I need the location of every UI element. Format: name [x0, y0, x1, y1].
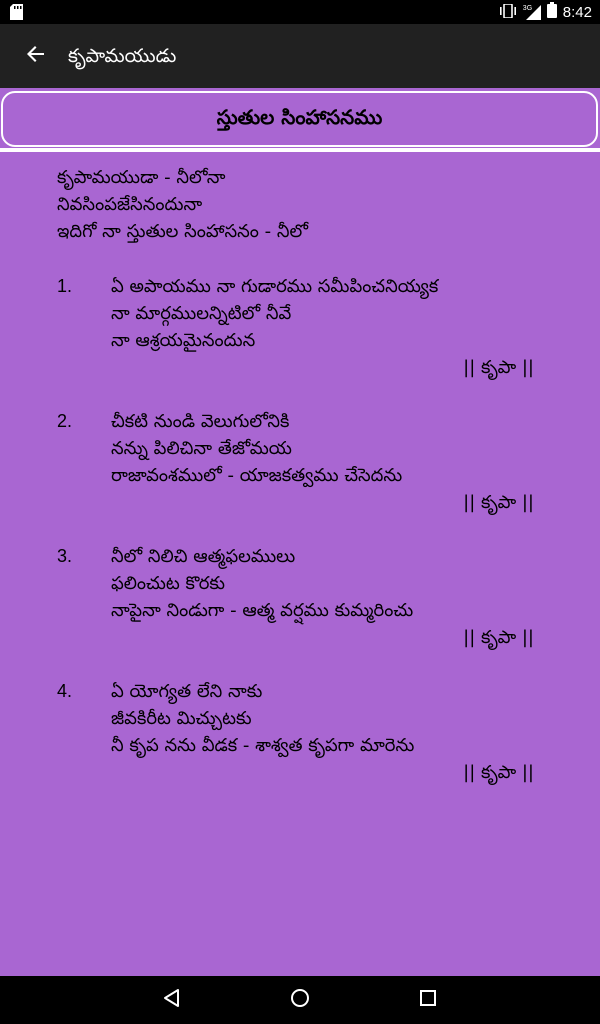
lyric-line: నీ కృప నను వీడక - శాశ్వత కృపగా మారెను [111, 735, 415, 756]
back-triangle-icon [162, 988, 182, 1012]
status-bar [0, 0, 600, 24]
intro-lyrics [57, 164, 308, 245]
refrain-marker: || కృపా || [463, 762, 534, 783]
arrow-back-icon [27, 45, 45, 67]
navigation-bar [0, 976, 600, 1024]
nav-home-button[interactable] [284, 984, 316, 1016]
lyric-line: నివసింపజేసినందునా [57, 194, 203, 215]
lyric-line: కృపామయుడా - నీలోనా [57, 167, 226, 188]
stanza-number: 3. [57, 546, 73, 566]
lyric-line: జీవకిరీట మిచ్చుటకు [111, 708, 252, 729]
lyric-line: నాపైనా నిండుగా - ఆత్మ వర్షము కుమ్మరించు [111, 600, 414, 621]
app-bar [0, 24, 600, 88]
lyric-line: ఏ అపాయము నా గుడారము సమీపించనియ్యక [111, 276, 439, 297]
signal-icon [523, 4, 541, 20]
nav-back-button[interactable] [156, 984, 188, 1016]
song-content [0, 88, 600, 976]
recents-square-icon [419, 989, 437, 1011]
clock: 8:42 [562, 3, 592, 21]
song-heading-card [1, 91, 598, 147]
stanza-number: 1. [57, 276, 73, 296]
lyric-line: రాజావంశములో - యాజకత్వము చేసెదను [111, 465, 403, 486]
nav-recents-button[interactable] [412, 984, 444, 1016]
back-button[interactable] [20, 40, 52, 72]
divider [0, 148, 600, 152]
network-type: 3G [522, 5, 533, 12]
lyric-line: నా ఆశ్రయమైనందున [111, 330, 256, 351]
vibrate-icon [499, 3, 517, 22]
lyric-line: నన్ను పిలిచినా తేజోమయ [111, 438, 292, 459]
sd-card-icon [10, 4, 23, 20]
lyric-line: నా మార్గములన్నిటిలో నీవే [111, 303, 292, 324]
lyric-line: నీలో నిలిచి ఆత్మఫలములు [111, 546, 296, 567]
refrain-marker: || కృపా || [463, 492, 534, 513]
lyric-line: చీకటి నుండి వెలుగులోనికి [111, 411, 290, 432]
app-title: కృపామయుడు [68, 45, 177, 67]
lyric-line: ఫలించుట కొరకు [111, 573, 225, 594]
lyric-line: ఏ యోగ్యత లేని నాకు [111, 681, 263, 702]
refrain-marker: || కృపా || [463, 627, 534, 648]
stanza-number: 2. [57, 411, 73, 431]
song-heading: స్తుతుల సింహాసనము [216, 104, 383, 129]
lyric-line: ఇదిగో నా స్తుతుల సింహాసనం - నీలో [57, 221, 309, 242]
stanza-number: 4. [57, 681, 73, 701]
home-circle-icon [290, 988, 310, 1012]
refrain-marker: || కృపా || [463, 357, 534, 378]
battery-icon [547, 2, 557, 22]
